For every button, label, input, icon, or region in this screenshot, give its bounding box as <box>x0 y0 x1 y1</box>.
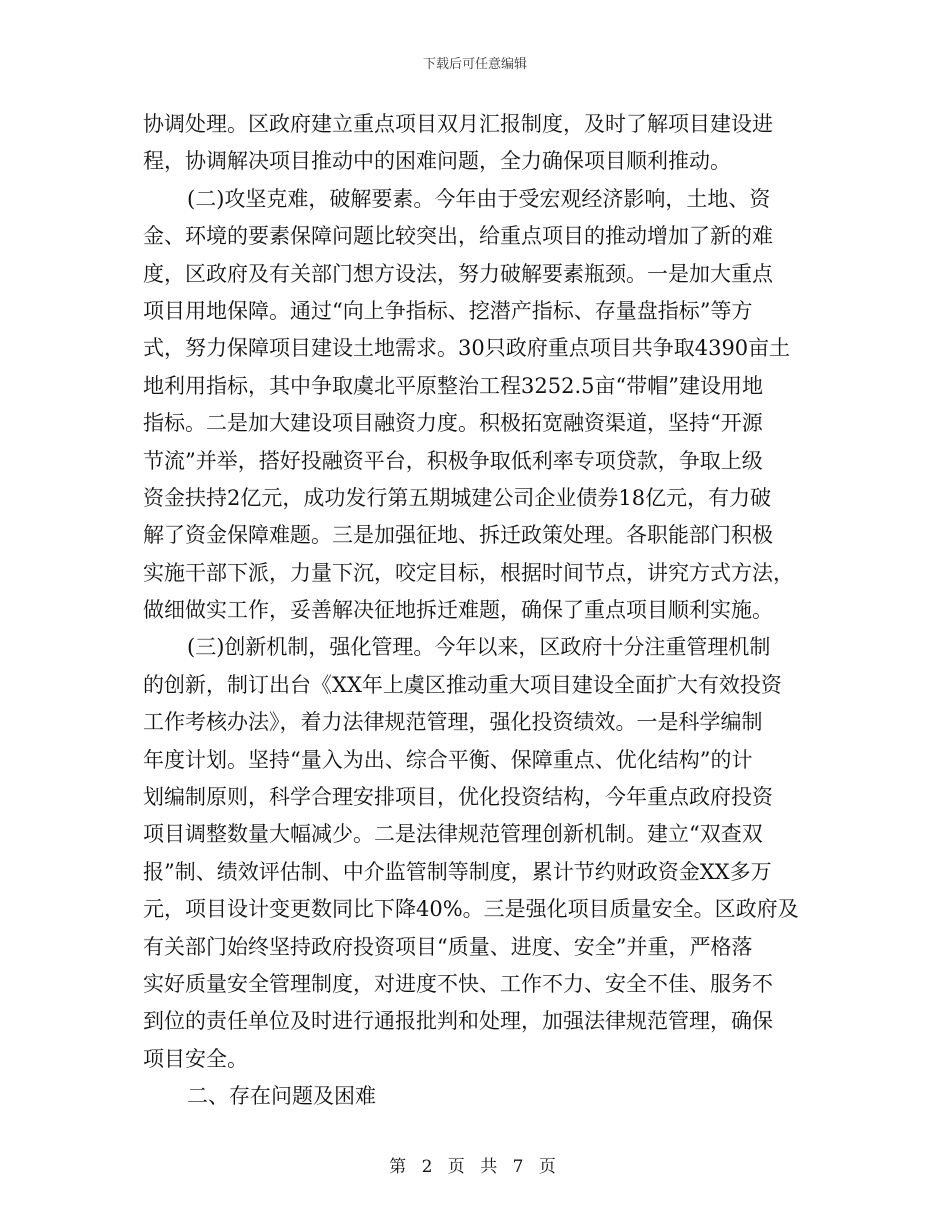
text-line: 元，项目设计变更数同比下降40%。三是强化项目质量安全。区政府及 <box>143 897 799 922</box>
text-line: 项目调整数量大幅减少。二是法律规范管理创新机制。建立“双查双 <box>143 822 763 847</box>
text-line: 做细做实工作，妥善解决征地拆迁难题，确保了重点项目顺利实施。 <box>143 598 773 623</box>
text-line: 式，努力保障项目建设土地需求。30只政府重点项目共争取4390亩土 <box>143 336 791 361</box>
text-line: 实施干部下派，力量下沉，咬定目标，根据时间节点，讲究方式方法， <box>143 560 794 585</box>
text-line: 金、环境的要素保障问题比较突出，给重点项目的推动增加了新的难 <box>143 224 773 249</box>
text-line: 节流”并举，搭好投融资平台，积极争取低利率专项贷款，争取上级 <box>143 448 763 473</box>
text-line: (三)创新机制，强化管理。今年以来，区政府十分注重管理机制 <box>187 635 771 660</box>
text-line: 项目用地保障。通过“向上争指标、挖潜产指标、存量盘指标”等方 <box>143 298 753 323</box>
text-line: 度，区政府及有关部门想方设法，努力破解要素瓶颈。一是加大重点 <box>143 261 773 286</box>
document-body <box>143 106 811 1116</box>
page-header-note: 下载后可任意编辑 <box>422 57 527 72</box>
text-line: 年度计划。坚持“量入为出、综合平衡、保障重点、优化结构”的计 <box>143 747 753 772</box>
text-line: 有关部门始终坚持政府投资项目“质量、进度、安全”并重，严格落 <box>143 934 753 959</box>
text-line: 划编制原则，科学合理安排项目，优化投资结构，今年重点政府投资 <box>143 785 773 810</box>
text-line: 程，协调解决项目推动中的困难问题，全力确保项目顺利推动。 <box>143 149 731 174</box>
page-number: 第 2 页 共 7 页 <box>389 1157 561 1177</box>
text-line: 资金扶持2亿元，成功发行第五期城建公司企业债券18亿元，有力破 <box>143 485 772 510</box>
text-line: 实好质量安全管理制度，对进度不快、工作不力、安全不佳、服务不 <box>143 971 773 996</box>
text-line: 指标。二是加大建设项目融资力度。积极拓宽融资渠道，坚持“开源 <box>143 411 763 436</box>
section-heading: 二、存在问题及困难 <box>187 1084 376 1109</box>
text-line: 解了资金保障难题。三是加强征地、拆迁政策处理。各职能部门积极 <box>143 523 773 548</box>
text-line: 地利用指标，其中争取虞北平原整治工程3252.5亩“带帽”建设用地 <box>143 373 763 398</box>
section-heading-line: (二)攻坚克难，破解要素。今年由于受宏观经济影响，土地、资 <box>187 186 771 211</box>
text-line: 到位的责任单位及时进行通报批判和处理，加强法律规范管理，确保 <box>143 1009 773 1034</box>
text-line: 的创新，制订出台《XX年上虞区推动重大项目建设全面扩大有效投资 <box>143 672 782 697</box>
text-line: 工作考核办法》，着力法律规范管理，强化投资绩效。一是科学编制 <box>143 710 763 735</box>
text-line: 项目安全。 <box>143 1046 248 1071</box>
text-line: 协调处理。区政府建立重点项目双月汇报制度，及时了解项目建设进 <box>143 112 773 136</box>
text-line: 报”制、绩效评估制、中介监管制等制度，累计节约财政资金XX多万 <box>143 859 772 884</box>
